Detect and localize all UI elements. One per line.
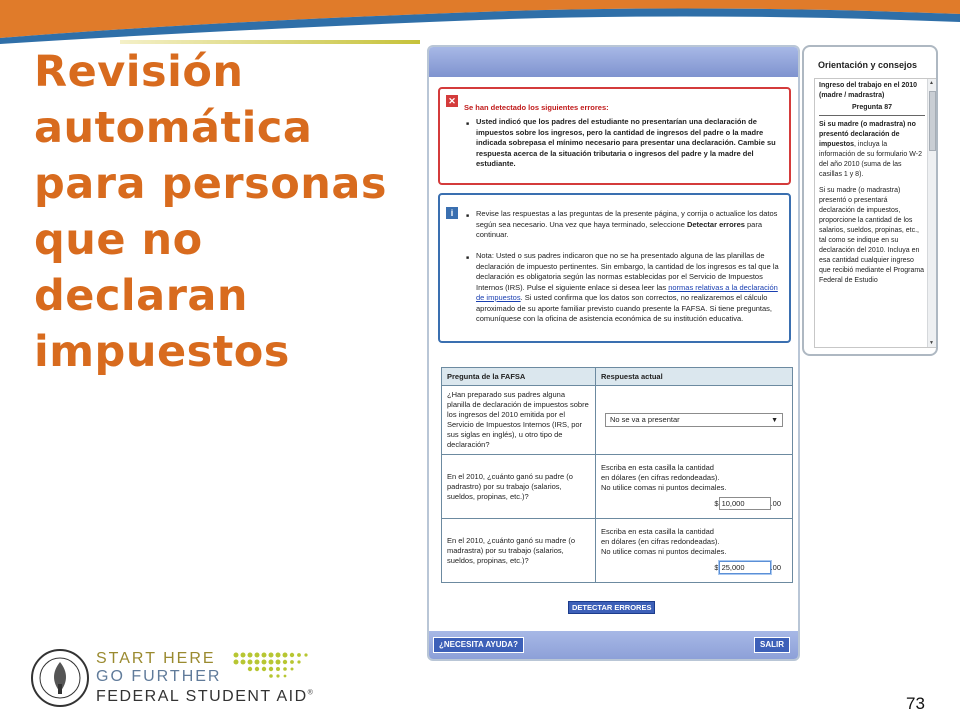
guidance-scrollbar[interactable] — [927, 79, 937, 347]
guidance-para-2: Si su madre (o madrastra) presentó o presentará declaración de impuestos, proporcione la cantidad de los salarios, sueldos, propinas, etc., tal como se indique en su declaración del 2010. Incluya en esa cantidad cualquier ingreso que recibió mediante el Programa Federal de Estudio — [819, 187, 925, 284]
guidance-content-box[interactable] — [814, 78, 938, 348]
answer-cell — [596, 455, 793, 519]
chevron-down-icon: ▼ — [771, 417, 778, 424]
guidance-panel — [802, 45, 938, 356]
cents-suffix: .00 — [770, 563, 781, 572]
page-number: 73 — [906, 694, 925, 713]
tax-rules-link[interactable]: normas relativas a la declaración de impuestos — [476, 282, 778, 302]
info-item-2 — [476, 251, 781, 325]
scroll-thumb[interactable] — [929, 91, 936, 151]
column-header-question: Pregunta de la FAFSA — [442, 368, 596, 386]
info-icon: i — [446, 207, 458, 219]
question-cell: En el 2010, ¿cuánto ganó su padre (o padrastro) por su trabajo (salarios, sueldos, propinas, etc.)? — [442, 455, 596, 519]
info-box — [438, 193, 791, 343]
window-footer — [429, 631, 798, 659]
table-row — [442, 386, 793, 455]
scroll-down-icon[interactable]: ▼ — [929, 340, 934, 346]
logo-fsa-text: FEDERAL STUDENT AID — [96, 688, 308, 705]
tax-filing-select-value: No se va a presentar — [610, 415, 680, 424]
question-cell: ¿Han preparado sus padres alguna planilla de declaración de impuestos sobre los ingresos del 2010 emitida por el Servicio de Impuestos Internos (IRS, por sus siglas en inglés), u otro tipo de declaración? — [442, 386, 596, 455]
info-item-1-after: para continuar. — [476, 219, 763, 239]
info-item-2-after: . Si usted confirma que los datos son correctos, no realizaremos el cálculo aproximado de su aporte familiar previsto cuando presente la FAFSA. Si tiene preguntas, comuníquese con la oficina de asistencia económica de su institución educativa. — [476, 293, 772, 323]
father-income-input[interactable]: 10,000 — [719, 497, 771, 510]
error-icon: ✕ — [446, 95, 458, 107]
logo-federal-student-aid — [96, 688, 314, 706]
guidance-para-1-bold: Si su madre (o madrastra) no presentó declaración de impuestos — [819, 121, 916, 148]
error-heading: Se han detectado los siguientes errores: — [464, 103, 609, 112]
answer-cell — [596, 519, 793, 583]
amount-instruction: en dólares (en cifras redondeadas). — [601, 473, 720, 482]
info-item-1-text: Revise las respuestas a las preguntas de la presente página, y corrija o actualice los datos según sea necesario. Una vez que haya terminado, seleccione — [476, 209, 778, 229]
registered-mark: ® — [307, 689, 315, 697]
error-box — [438, 87, 791, 185]
amount-instruction: No utilice comas ni puntos decimales. — [601, 483, 727, 492]
info-item-1 — [476, 209, 781, 241]
top-banner — [0, 0, 960, 44]
exit-button[interactable]: SALIR — [754, 637, 790, 653]
guidance-content — [819, 81, 925, 286]
currency-symbol: $ — [714, 499, 719, 508]
tax-filing-select[interactable] — [605, 413, 783, 427]
table-header-row — [442, 368, 793, 386]
amount-row — [601, 561, 787, 574]
fafsa-table — [441, 367, 793, 583]
detect-errors-button[interactable]: DETECTAR ERRORES — [568, 601, 655, 614]
currency-symbol: $ — [714, 563, 719, 572]
answer-cell — [596, 386, 793, 455]
guidance-para-1-rest: , incluya la información de su formulario W-2 del año 2010 (suma de las casillas 1 y 8). — [819, 141, 922, 178]
logo-go-further: GO FURTHER — [96, 668, 222, 685]
column-header-answer: Respuesta actual — [596, 368, 793, 386]
error-message — [476, 117, 776, 170]
guidance-question-number: Pregunta 87 — [819, 103, 925, 116]
guidance-para-1 — [819, 120, 925, 180]
table-row — [442, 519, 793, 583]
guidance-title: Orientación y consejos — [818, 60, 918, 70]
amount-instruction: No utilice comas ni puntos decimales. — [601, 547, 727, 556]
question-cell: En el 2010, ¿cuánto ganó su madre (o madrastra) por su trabajo (salarios, sueldos, propinas, etc.)? — [442, 519, 596, 583]
error-message-text: ■ Usted indicó que los padres del estudiante no presentarían una declaración de impuestos sobre los ingresos, pero la cantidad de ingresos del padre o la madre indicada sobrepasa el mínimo necesario para presentar una declaración. Cambie su respuesta acerca de la situación tributaria o ingresos del padre y la madre del estudiante. — [476, 117, 776, 170]
help-button[interactable]: ¿NECESITA AYUDA? — [433, 637, 524, 653]
fafsa-window — [427, 45, 800, 661]
logo-start-here: START HERE — [96, 650, 216, 667]
window-header — [429, 47, 798, 77]
info-item-2-text: Nota: Usted o sus padres indicaron que no se ha presentado alguna de las planillas de declaración de impuesto pertinentes. Sin embargo, la cantidad de los ingresos es tal que la declaración es obligatoria según las normas establecidas por el Servicio de Impuestos Internos (IRS). Pulse el siguiente enlace si desea leer las — [476, 251, 779, 292]
amount-instruction: en dólares (en cifras redondeadas). — [601, 537, 720, 546]
table-row — [442, 455, 793, 519]
amount-row — [601, 497, 787, 510]
mother-income-input[interactable]: 25,000 — [719, 561, 771, 574]
cents-suffix: .00 — [770, 499, 781, 508]
info-item-1-bold: Detectar errores — [686, 219, 745, 229]
scroll-up-icon[interactable]: ▲ — [929, 80, 934, 86]
logo-dots-icon — [232, 651, 322, 685]
fsa-logo — [30, 648, 330, 710]
slide-title: Revisión automática para personas que no declaran impuestos — [34, 47, 387, 377]
guidance-subtitle: Ingreso del trabajo en el 2010 (madre / madrastra) — [819, 82, 918, 99]
department-seal-icon — [30, 648, 90, 708]
amount-instruction: Escriba en esta casilla la cantidad — [601, 527, 714, 536]
amount-instruction: Escriba en esta casilla la cantidad — [601, 463, 714, 472]
